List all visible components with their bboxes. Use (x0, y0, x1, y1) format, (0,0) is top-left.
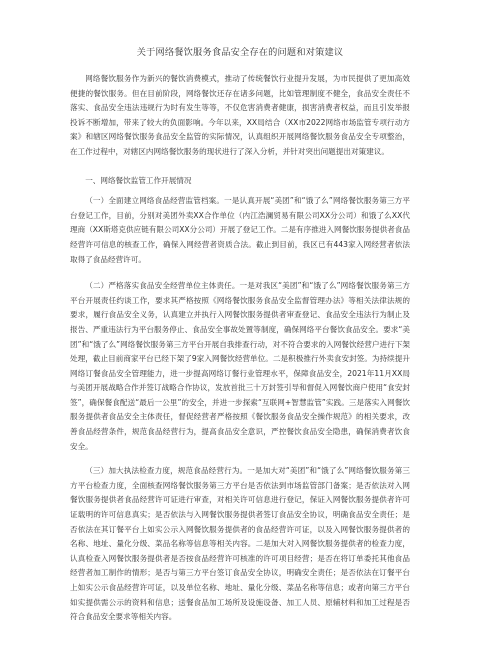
document-title: 关于网络餐饮服务食品安全存在的问题和对策建议 (136, 47, 344, 58)
body-paragraph-2: （二）严格落实食品安全经营单位主体责任。一是对我区“美团”和“饿了么”网络餐饮服务第三方平台开展责任约谈工作，要求其严格按照《网络餐饮服务食品安全监督管理办法》等相关法律法规的要求，履行食品安全义务，认真建立并执行入网餐饮服务提供者审查登记、食品安全违法行为制止及报告、严重违法行为平台服务停止、食品安全事故处置等制度，确保网络平台餐饮食品安全。要求“美团”和“饿了么”网络餐饮服务第三方平台开展自我排查行动，对不符合要求的入网餐饮经营户进行下架处理，截止目前商家平台已经下架了9家入网餐饮经营单位。二是积极推行外卖食安封签。为持续提升网络订餐食品安全管理能力，进一步提高网络订餐行业管理水平，保障食品安全，2021年11月XX局与美团开展战略合作并签订战略合作协议，发放首批三十万封签引导和督促入网餐饮商户使用“食安封签”，确保餐食配送“最后一公里”的安全，并进一步探索“互联网+智慧监管”实践。三是落实入网餐饮服务提供者食品安全主体责任，督促经营者严格按照《餐饮服务食品安全操作规范》的相关要求，改善食品经营条件，规范食品经营行为，提高食品安全意识，严控餐饮食品安全隐患，确保消费者饮食安全。 (70, 281, 410, 451)
document-body (70, 72, 410, 625)
intro-paragraph: 网络餐饮服务作为新兴的餐饮消费模式，推动了传统餐饮行业提升发展，为市民提供了更加高效便捷的餐饮服务。但在目前阶段，网络餐饮还存在诸多问题，比如管理制度不健全，食品安全责任不落实、食品安全违法违规行为时有发生等等，不仅危害消费者健康，损害消费者权益，而且引发举报投诉不断增加，带来了较大的负面影响。今年以来，XX局结合（XX市2022网络市场监管专项行动方案》和辖区网络餐饮服务食品安全监管的实际情况，认真组织开展网络餐饮服务食品安全专项整治，在工作过程中，对辖区内网络餐饮服务的现状进行了深入分析，并针对突出问题提出对策建议。 (70, 74, 410, 156)
section-heading: 一、网络餐饮监管工作开展情况 (85, 175, 192, 185)
body-paragraph-1: （一）全面建立网络食品经营监管档案。一是认真开展“美团”和“饿了么”网络餐饮服务第三方平台登记工作，目前，分别对美团外卖XX合作单位（内江浩澜贸易有限公司XX分公司）和饿了么XX代理商（XX斯塔克供应链有限公司XX分公司）开展了登记工作。二是有序推进入网餐饮服务提供者食品经营许可信息的核查工作，确保入网经营者资质合法。截止到目前，我区已有443家入网经营者依法取得了食品经营许可。 (70, 196, 410, 264)
body-paragraph-3: （三）加大执法检查力度，规范食品经营行为。一是加大对“美团”和“饿了么”网络餐饮服务第三方平台检查力度，全面核查网络餐饮服务第三方平台是否依法到市场监管部门备案；是否依法对入网餐饮服务提供者食品经营许可证进行审查，对相关许可信息进行登记，保证入网餐饮服务提供者许可证载明的许可信息真实；是否依法与入网餐饮服务提供者签订食品安全协议，明确食品安全责任；是否依法在其订餐平台上如实公示入网餐饮服务提供者的食品经营许可证，以及入网餐饮服务提供者的名称、地址、量化分级、菜品名称等信息等相关内容。二是加大对入网餐饮服务提供者的检查力度，认真检查入网餐饮服务提供者是否按食品经营许可核准的许可项目经营；是否在将订单委托其他食品经营者加工制作的情形；是否与第三方平台签订食品安全协议，明确安全责任；是否依法在订餐平台上如实公示食品经营许可证，以及单位名称、地址、量化分级、菜品名称等信息；或者向第三方平台如实提供需公示的资料和信息；送餐食品加工场所及设施设备、加工人员、原辅材料和加工过程是否符合食品安全要求等相关内容。 (70, 466, 410, 622)
